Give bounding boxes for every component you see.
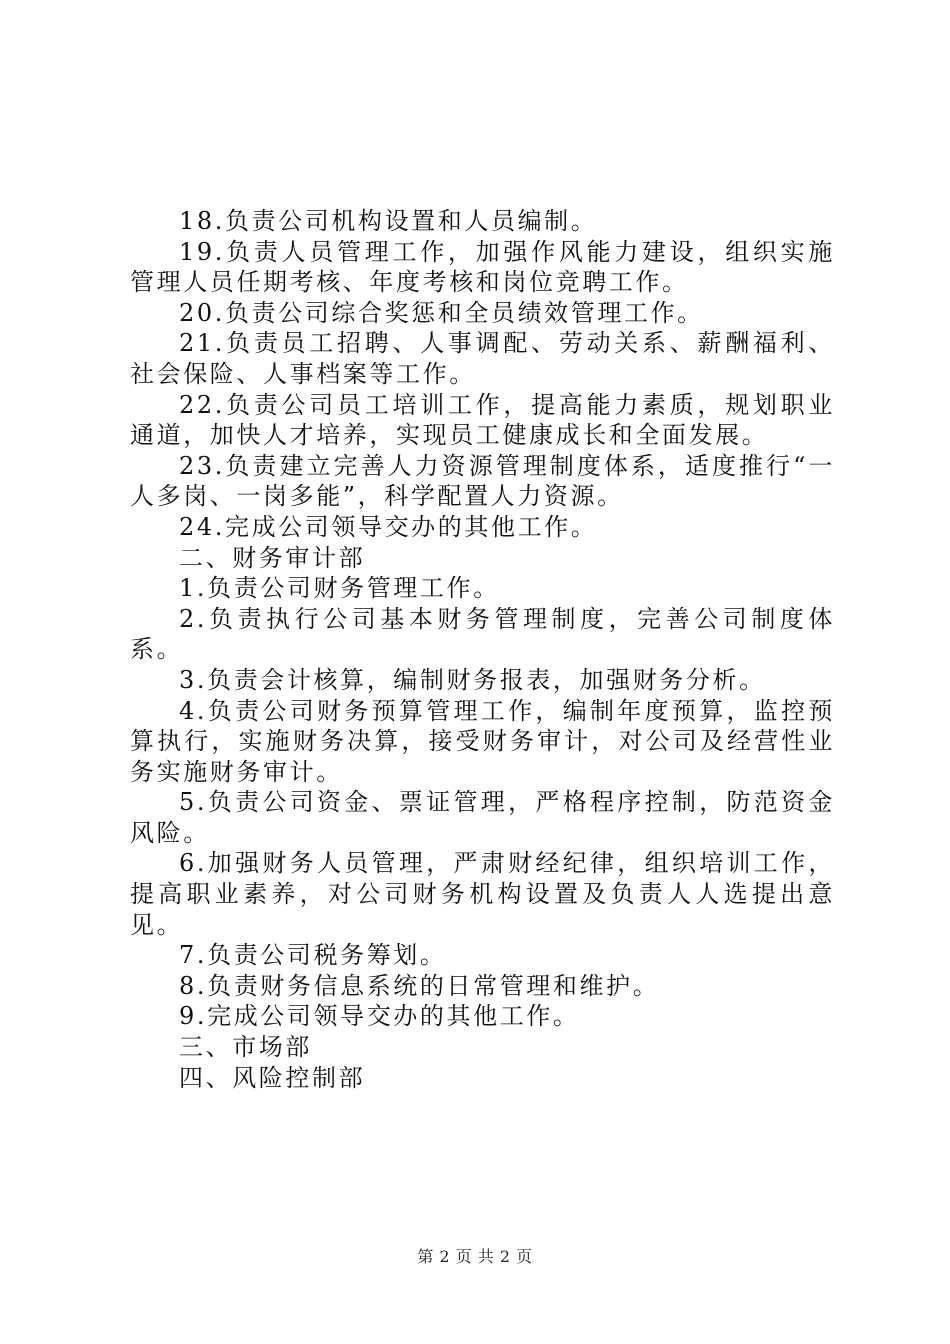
paragraph-item-23: 23.负责建立完善人力资源管理制度体系，适度推行“一人多岗、一岗多能”，科学配置人力资源。 <box>130 451 835 511</box>
paragraph-item-24: 24.完成公司领导交办的其他工作。 <box>179 512 598 541</box>
document-body <box>130 206 835 1093</box>
paragraph-item-21: 21.负责员工招聘、人事调配、劳动关系、薪酬福利、社会保险、人事档案等工作。 <box>130 329 835 388</box>
paragraph-item-finance-8: 8.负责财务信息系统的日常管理和维护。 <box>179 971 660 1000</box>
section-heading-risk-control: 四、风险控制部 <box>179 1063 366 1092</box>
paragraph-item-finance-9: 9.完成公司领导交办的其他工作。 <box>179 1002 580 1031</box>
paragraph-item-finance-1: 1.负责公司财务管理工作。 <box>179 574 500 603</box>
paragraph-item-22: 22.负责公司员工培训工作，提高能力素质，规划职业通道，加快人才培养，实现员工健康成长和全面发展。 <box>130 390 835 450</box>
paragraph-item-20: 20.负责公司综合奖惩和全员绩效管理工作。 <box>179 298 704 327</box>
section-heading-finance-audit: 二、财务审计部 <box>179 543 366 572</box>
page-footer: 第 2 页 共 2 页 <box>417 1247 533 1266</box>
paragraph-item-finance-2: 2.负责执行公司基本财务管理制度，完善公司制度体系。 <box>130 604 835 664</box>
paragraph-item-18: 18.负责公司机构设置和人员编制。 <box>179 207 598 235</box>
paragraph-item-finance-7: 7.负责公司税务筹划。 <box>179 941 447 970</box>
section-heading-market: 三、市场部 <box>179 1033 312 1062</box>
paragraph-item-finance-6: 6.加强财务人员管理，严肃财经纪律，组织培训工作，提高职业素养，对公司财务机构设置及负责人人选提出意见。 <box>130 849 835 939</box>
paragraph-item-finance-4: 4.负责公司财务预算管理工作，编制年度预算，监控预算执行，实施财务决算，接受财务审计，对公司及经营性业务实施财务审计。 <box>130 696 835 786</box>
paragraph-item-finance-3: 3.负责会计核算，编制财务报表，加强财务分析。 <box>179 665 766 694</box>
paragraph-item-19: 19.负责人员管理工作，加强作风能力建设，组织实施管理人员任期考核、年度考核和岗位竞聘工作。 <box>130 237 835 297</box>
paragraph-item-finance-5: 5.负责公司资金、票证管理，严格程序控制，防范资金风险。 <box>130 788 835 847</box>
